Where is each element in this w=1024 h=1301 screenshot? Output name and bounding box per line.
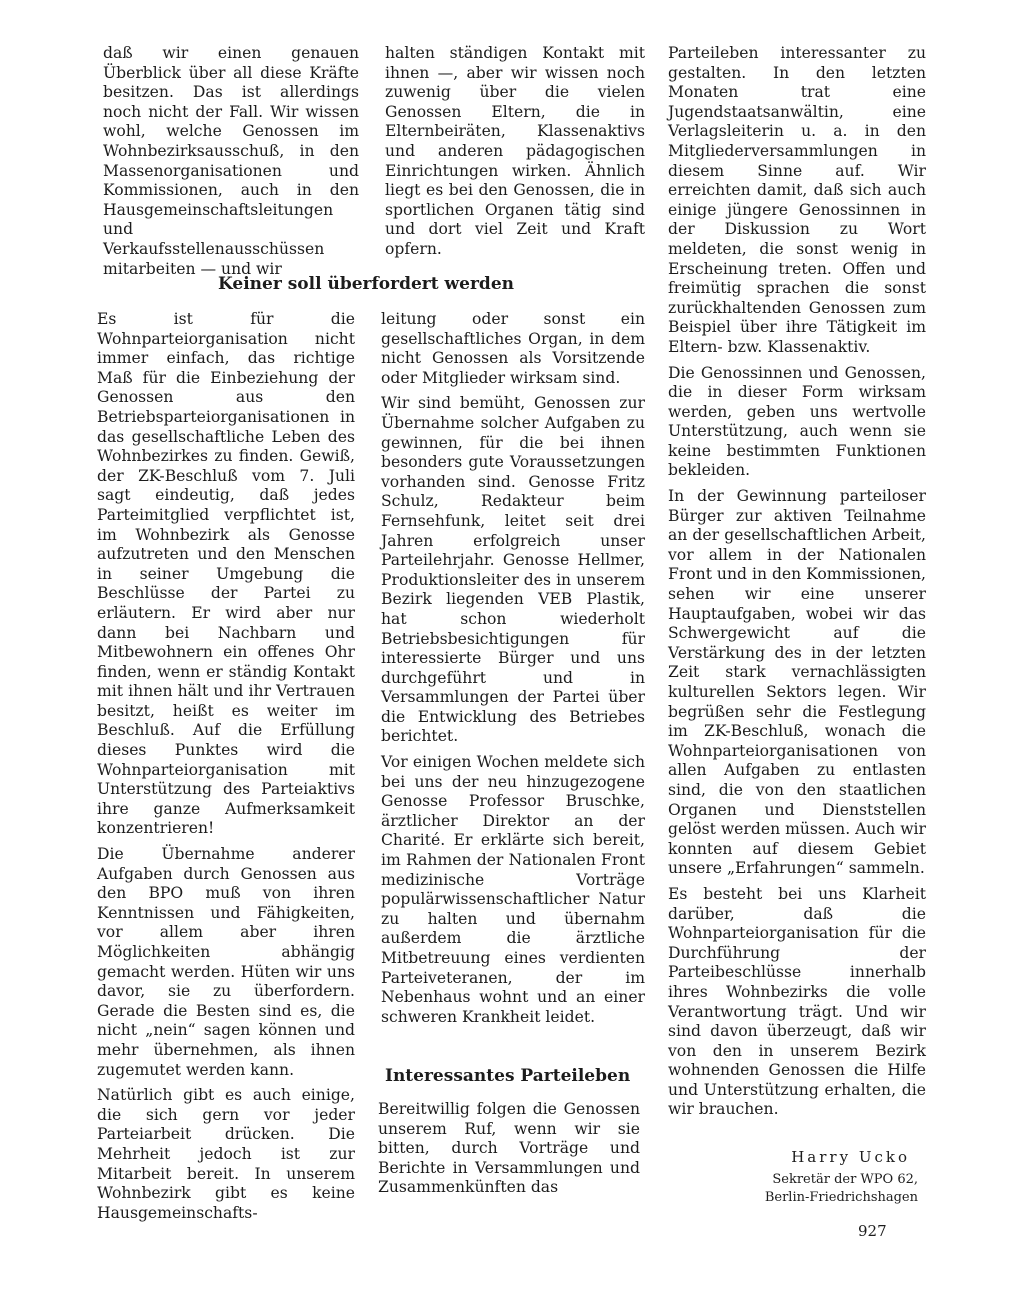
section-heading-parteileben: Interessantes Parteileben — [385, 1066, 631, 1086]
paragraph: Parteileben interessanter zu gestalten. In den letzten Monaten trat eine Jugendstaatsanwältin, eine Verlagsleiterin u. a. in den Mitgliederversammlungen in diesem Sinne auf. Wir erreichten damit, daß sich auch einige jüngere Genossinnen in der Diskussion zu Wort meldeten, die sonst wenig in Erscheinung treten. Offen und freimütig sprachen die sonst zurückhaltenden Genossen zum Beispiel über ihre Tätigkeit im Eltern- bzw. Klassenaktiv. — [668, 44, 926, 356]
paragraph: daß wir einen genauen Überblick über all diese Kräfte besitzen. Das ist allerdings noch nicht der Fall. Wir wissen wohl, welche Genossen im Wohnbezirksausschuß, in den Massenorganisationen und Kommissionen, auch in den Hausgemeinschaftsleitungen und Verkaufsstellenausschüssen mitarbeiten — und wir — [103, 44, 359, 278]
paragraph: In der Gewinnung parteiloser Bürger zur aktiven Teilnahme an der gesellschaftlichen Arbeit, vor allem in der Nationalen Front und in den Kommissionen, sehen wir eine unserer Hauptaufgaben, wobei wir das Schwergewicht auf die Verstärkung des in der letzten Zeit stark vernachlässigten kulturellen Sektors legen. Wir begrüßen sehr die Festlegung im ZK-Beschluß, wonach die Wohnparteiorganisationen von allen Aufgaben zu entlasten sind, die von den staatlichen Organen und Dienststellen gelöst werden müssen. Auch wir konnten auf diesem Gebiet unsere „Erfahrungen“ sammeln. — [668, 487, 926, 878]
paragraph: Natürlich gibt es auch einige, die sich gern vor jeder Parteiarbeit drücken. Die Mehrheit jedoch ist zur Mitarbeit bereit. In unserem Wohnbezirk gibt es keine Hausgemeinschafts- — [97, 1086, 355, 1222]
signature-place: Berlin-Friedrichshagen — [764, 1190, 918, 1205]
column-left-top — [103, 44, 359, 285]
paragraph: halten ständigen Kontakt mit ihnen —, aber wir wissen noch zuwenig über die vielen Genossen Eltern, die in Elternbeiräten, Klassenaktivs und anderen pädagogischen Einrichtungen wirken. Ähnlich liegt es bei den Genossen, die in sportlichen Organen tätig sind und dort viel Zeit und Kraft opfern. — [385, 44, 645, 258]
signature-author: Harry Ucko — [791, 1148, 910, 1166]
column-middle-top — [385, 44, 645, 266]
paragraph: Vor einigen Wochen meldete sich bei uns der neu hinzugezogene Genosse Professor Bruschke, ärztlicher Direktor an der Charité. Er erklärte sich bereit, im Rahmen der Nationalen Front medizinische Vorträge populärwissenschaftlicher Natur zu halten und übernahm außerdem die ärztliche Mitbetreuung eines verdienten Parteiveteranen, der im Nebenhaus wohnt und an einer schweren Krankheit leidet. — [381, 753, 645, 1026]
column-left-bottom — [97, 310, 355, 1229]
column-middle-last — [378, 1100, 640, 1204]
paragraph: Es besteht bei uns Klarheit darüber, daß die Wohnparteiorganisation für die Durchführung der Parteibeschlüsse innerhalb ihres Wohnbezirks die volle Verantwortung trägt. Und wir sind davon überzeugt, daß wir von den in unserem Bezirk wohnenden Genossen die Hilfe und Unterstützung erhalten, die wir brauchen. — [668, 884, 926, 1119]
column-right — [668, 44, 926, 1126]
paragraph: Die Genossinnen und Genossen, die in dieser Form wirksam werden, geben uns wertvolle Unterstützung, auch wenn sie keine bestimmten Funktionen bekleiden. — [668, 363, 926, 480]
paragraph: Bereitwillig folgen die Genossen unserem Ruf, wenn wir sie bitten, durch Vorträge und Berichte in Versammlungen und Zusammenkünften das — [378, 1100, 640, 1197]
signature-role: Sekretär der WPO 62, — [772, 1172, 918, 1187]
page-number: 927 — [858, 1222, 887, 1240]
paragraph: Die Übernahme anderer Aufgaben durch Genossen aus den BPO muß von ihren Kenntnissen und Fähigkeiten, vor allem aber ihren Möglichkeiten abhängig gemacht werden. Hüten wir uns davor, sie zu überfordern. Gerade die Besten sind es, die nicht „nein“ sagen können und mehr übernehmen, als ihnen zugemutet werden kann. — [97, 845, 355, 1079]
paragraph: Es ist für die Wohnparteiorganisation nicht immer einfach, das richtige Maß für die Einbeziehung der Genossen aus den Betriebsparteiorganisationen in das gesellschaftliche Leben des Wohnbezirkes zu finden. Gewiß, der ZK-Beschluß vom 7. Juli sagt eindeutig, daß jedes Parteimitglied verpflichtet ist, im Wohnbezirk als Genosse aufzutreten und den Menschen in seiner Umgebung die Beschlüsse der Partei zu erläutern. Er wird aber nur dann bei Nachbarn und Mitbewohnern ein offenes Ohr finden, wenn er ständig Kontakt mit ihnen hält und ihr Vertrauen besitzt, heißt es weiter im Beschluß. Auf die Erfüllung dieses Punktes wird die Wohnparteiorganisation mit Unterstützung des Parteiaktivs ihre ganze Aufmerksamkeit konzentrieren! — [97, 310, 355, 838]
paragraph: Wir sind bemüht, Genossen zur Übernahme solcher Aufgaben zu gewinnen, für die bei ihnen besonders gute Voraussetzungen vorhanden sind. Genosse Fritz Schulz, Redakteur beim Fernsehfunk, leitet seit drei Jahren erfolgreich unser Parteilehrjahr. Genosse Hellmer, Produktionsleiter des in unserem Bezirk liegenden VEB Plastik, hat schon wiederholt Betriebsbesichtigungen für interessierte Bürger und uns durchgeführt und in Versammlungen der Partei über die Entwicklung des Betriebes berichtet. — [381, 394, 645, 746]
section-heading-overfordert: Keiner soll überfordert werden — [218, 274, 514, 294]
column-middle-bottom — [381, 310, 645, 1033]
paragraph: leitung oder sonst ein gesellschaftliches Organ, in dem nicht Genossen als Vorsitzende oder Mitglieder wirksam sind. — [381, 310, 645, 387]
